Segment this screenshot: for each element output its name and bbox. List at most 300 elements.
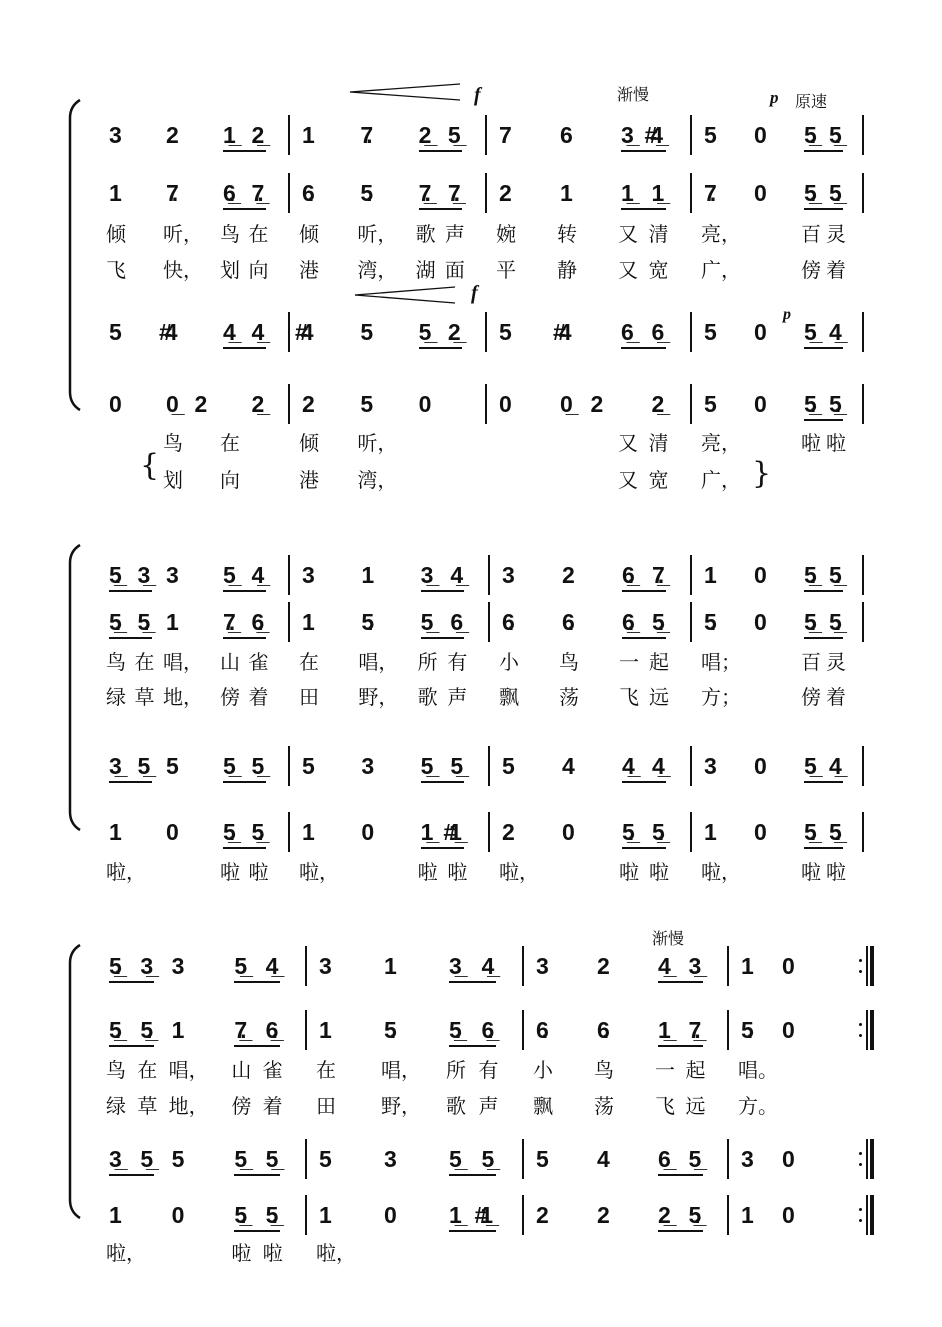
- note-5: 5: [109, 319, 115, 345]
- lyric-syllable: 歌: [446, 1094, 466, 1118]
- note-6: 6._: [223, 180, 234, 206]
- lyric-syllable: 鸟: [559, 650, 579, 674]
- lyric-syllable: 倾: [299, 222, 319, 246]
- note-1: 1: [109, 180, 115, 206]
- barline: [690, 173, 692, 213]
- note-7: 7._: [251, 180, 263, 206]
- barline: [862, 312, 864, 352]
- note-5: 5_: [418, 319, 431, 345]
- lyric-syllable: 啦: [447, 860, 468, 884]
- repeat-dot: [859, 1034, 862, 1037]
- note-5: 5: [499, 319, 505, 345]
- note-3: 3: [704, 753, 710, 779]
- barline: [288, 602, 290, 642]
- lyric-syllable: 转: [557, 222, 577, 246]
- lyric-syllable: 宽: [648, 258, 669, 282]
- eighth-underline: [109, 590, 152, 592]
- lyric-syllable: 着: [826, 685, 846, 709]
- lyric-syllable: 所: [417, 650, 438, 674]
- barline: [288, 312, 290, 352]
- note-4: #4: [159, 319, 171, 345]
- note-5: 5_: [804, 753, 816, 779]
- lyric-syllable: 鸟: [106, 650, 126, 674]
- barline: [727, 1139, 729, 1179]
- note-3: 3: [502, 562, 508, 588]
- note-6: 6._: [622, 609, 633, 635]
- eighth-underline: [449, 1174, 496, 1176]
- lyric-syllable: 啦: [826, 860, 846, 884]
- note-2: 2: [536, 1202, 542, 1228]
- lyric-syllable: 啦，: [316, 1241, 356, 1265]
- lyric-syllable: 雀: [262, 1058, 283, 1082]
- lyric-syllable: 向: [220, 468, 240, 492]
- note-0: 0: [499, 391, 505, 417]
- barline: [522, 1010, 524, 1050]
- eighth-underline: [658, 1174, 703, 1176]
- lyric-syllable: 啦: [801, 431, 821, 455]
- note-7: 7._: [234, 1017, 246, 1043]
- note-4: 4_: [450, 562, 462, 588]
- barline: [727, 1195, 729, 1235]
- lyric-syllable: 面: [444, 258, 465, 282]
- note-5: 5._: [804, 122, 815, 148]
- barline: [727, 946, 729, 986]
- note-0: 0: [171, 1202, 178, 1228]
- note-2: 2: [302, 391, 308, 417]
- note-2: 2: [590, 391, 597, 417]
- note-5: 5_: [449, 1146, 461, 1172]
- note-5: 5_: [140, 1146, 152, 1172]
- note-0: 0: [754, 562, 760, 588]
- note-5: 5._: [109, 1017, 120, 1043]
- note-0: 0: [166, 819, 172, 845]
- barline: [485, 115, 487, 155]
- note-6: 6_: [651, 319, 664, 345]
- note-2: 2_: [251, 391, 264, 417]
- note-5: 5._: [109, 609, 120, 635]
- forte-mark: f: [471, 282, 478, 304]
- note-2: 2: [597, 1202, 603, 1228]
- barline: [862, 812, 864, 852]
- lyric-syllable: 声: [444, 222, 465, 246]
- lyric-syllable: 所: [446, 1058, 466, 1082]
- lyric-syllable: 平: [496, 258, 516, 282]
- barline: [288, 173, 290, 213]
- note-4: #4_: [644, 122, 662, 148]
- eighth-underline: [109, 781, 152, 783]
- note-7: 7._: [447, 180, 459, 206]
- note-7: 7: [499, 122, 505, 148]
- note-6: 6_: [450, 609, 462, 635]
- eighth-underline: [419, 208, 462, 210]
- note-5: 5_: [137, 753, 150, 779]
- eighth-underline: [658, 981, 703, 983]
- note-2: 2: [499, 180, 505, 206]
- lyric-syllable: 田: [316, 1094, 336, 1118]
- note-0: 0: [754, 391, 760, 417]
- lyric-syllable: 傍: [231, 1094, 252, 1118]
- repeat-dot: [859, 1152, 862, 1155]
- note-1: 1: [741, 1202, 747, 1228]
- note-4: 4: [562, 753, 568, 779]
- note-2: 2_: [447, 319, 460, 345]
- note-3: 3: [319, 953, 325, 979]
- note-6: 6._: [251, 609, 263, 635]
- lyric-syllable: 啦，: [499, 860, 539, 884]
- eighth-underline: [804, 781, 843, 783]
- note-5: 5.: [360, 180, 366, 206]
- note-1: 1_: [449, 1202, 461, 1228]
- lyric-syllable: 听，: [163, 222, 203, 246]
- lyric-syllable: 亮，: [701, 222, 741, 246]
- barline: [690, 746, 692, 786]
- eighth-underline: [449, 1045, 496, 1047]
- eighth-underline: [234, 1230, 279, 1232]
- note-5: 5: [704, 122, 710, 148]
- note-1: 1_: [621, 180, 633, 206]
- lyric-syllable: 划: [220, 258, 240, 282]
- note-5: 5.: [384, 1017, 390, 1043]
- crescendo-hairpin: [350, 92, 460, 100]
- note-0: 0: [754, 180, 760, 206]
- note-6: 6.: [562, 609, 568, 635]
- note-5: 5._: [251, 819, 263, 845]
- barline: [862, 602, 864, 642]
- note-3: 3: [741, 1146, 747, 1172]
- barline: [862, 384, 864, 424]
- note-5: 5.: [704, 609, 710, 635]
- lyric-syllable: 啦: [649, 860, 669, 884]
- note-4: 4_: [251, 562, 264, 588]
- note-0: 0: [754, 819, 760, 845]
- eighth-underline: [234, 1174, 279, 1176]
- note-4: 4_: [265, 953, 278, 979]
- lyric-syllable: 傍: [220, 685, 240, 709]
- lyric-syllable: 亮，: [701, 431, 741, 455]
- lyric-syllable: 又: [618, 222, 638, 246]
- eighth-underline: [622, 847, 666, 849]
- lyric-syllable: 起: [685, 1058, 706, 1082]
- note-5: 5._: [804, 819, 815, 845]
- repeat-dot: [859, 1163, 862, 1166]
- eighth-underline: [223, 847, 266, 849]
- note-5: 5._: [265, 1202, 277, 1228]
- eighth-underline: [421, 781, 465, 783]
- lyric-syllable: 鸟: [220, 222, 240, 246]
- note-3: 3_: [109, 753, 121, 779]
- lyric-syllable: 歌: [417, 685, 438, 709]
- eighth-underline: [622, 781, 666, 783]
- eighth-underline: [621, 208, 666, 210]
- eighth-underline: [804, 150, 843, 152]
- lyric-syllable: 田: [299, 685, 319, 709]
- lyric-syllable: 啦，: [701, 860, 741, 884]
- barline: [690, 312, 692, 352]
- note-0: 0: [782, 1146, 788, 1172]
- note-0: 0: [109, 391, 115, 417]
- lyric-syllable: 啦: [417, 860, 438, 884]
- barline: [305, 946, 307, 986]
- lyric-syllable: 啦: [248, 860, 269, 884]
- note-1: 1_: [420, 819, 433, 845]
- note-3: 3: [384, 1146, 390, 1172]
- note-7: 7.: [166, 180, 172, 206]
- lyric-syllable: 山: [231, 1058, 252, 1082]
- barline: [522, 1139, 524, 1179]
- lyric-syllable: 一: [619, 650, 639, 674]
- note-6: 6.: [597, 1017, 603, 1043]
- note-1: #1_: [443, 819, 461, 845]
- note-5: 5._: [804, 562, 815, 588]
- note-1: 1: [109, 1202, 115, 1228]
- lyric-syllable: 港: [299, 468, 319, 492]
- note-0: 0: [754, 609, 760, 635]
- note-7: 7.: [704, 180, 710, 206]
- barline: [862, 173, 864, 213]
- eighth-underline: [622, 590, 666, 592]
- lyric-syllable: 倾: [299, 431, 319, 455]
- lyric-syllable: 远: [685, 1094, 706, 1118]
- note-0: 0_: [166, 391, 178, 417]
- eighth-underline: [622, 637, 666, 639]
- note-5: 5._: [140, 1017, 152, 1043]
- system-bracket: [70, 545, 80, 830]
- note-1: 1: [302, 609, 308, 635]
- lyric-syllable: 静: [557, 258, 577, 282]
- lyric-syllable: 方；: [701, 685, 741, 709]
- note-2: 2_: [251, 122, 264, 148]
- note-6: 6._: [622, 562, 633, 588]
- note-1: 1: [704, 819, 710, 845]
- lyric-syllable: 雀: [248, 650, 269, 674]
- note-5: 5_: [688, 1146, 701, 1172]
- lyric-syllable: 宽: [648, 468, 669, 492]
- note-7: 7._: [223, 609, 234, 635]
- barline: [305, 1195, 307, 1235]
- eighth-underline: [621, 347, 666, 349]
- eighth-underline: [804, 208, 843, 210]
- barline: [690, 384, 692, 424]
- note-4: 4_: [223, 319, 235, 345]
- note-5: 5._: [652, 609, 663, 635]
- note-4: 4_: [652, 753, 664, 779]
- lyric-syllable: 倾: [106, 222, 126, 246]
- note-1: #1_: [474, 1202, 492, 1228]
- note-1: 1: [319, 1017, 325, 1043]
- lyric-syllable: 港: [299, 258, 319, 282]
- lyric-syllable: 荡: [594, 1094, 614, 1118]
- eighth-underline: [234, 981, 279, 983]
- lyric-syllable: 婉: [496, 222, 516, 246]
- note-3: 3_: [109, 1146, 121, 1172]
- note-5: 5.: [741, 1017, 747, 1043]
- lyric-syllable: 湖: [415, 258, 436, 282]
- note-4: 4_: [481, 953, 494, 979]
- verse-brace-open: {: [140, 448, 160, 483]
- note-0: 0: [754, 753, 760, 779]
- barline: [727, 1010, 729, 1050]
- note-6: 6.: [502, 609, 508, 635]
- lyric-syllable: 着: [262, 1094, 283, 1118]
- note-1: 1: [302, 819, 308, 845]
- lyric-syllable: 在: [220, 431, 240, 455]
- note-2: 2_: [658, 1202, 670, 1228]
- eighth-underline: [223, 347, 266, 349]
- note-1: 1: [741, 953, 747, 979]
- note-5: 5._: [223, 819, 234, 845]
- lyric-syllable: 啦，: [299, 860, 339, 884]
- lyric-syllable: 荡: [559, 685, 579, 709]
- note-7: 7.: [360, 122, 366, 148]
- eighth-underline: [658, 1045, 703, 1047]
- lyric-syllable: 小: [499, 650, 519, 674]
- barline: [862, 746, 864, 786]
- lyric-syllable: 划: [163, 468, 183, 492]
- note-3: 3: [171, 953, 178, 979]
- eighth-underline: [421, 847, 465, 849]
- lyric-syllable: 鸟: [594, 1058, 614, 1082]
- lyric-syllable: 飘: [499, 685, 519, 709]
- lyric-syllable: 广，: [701, 258, 741, 282]
- barline: [862, 115, 864, 155]
- lyric-syllable: 有: [478, 1058, 499, 1082]
- note-3: 3_: [137, 562, 150, 588]
- note-5: 5_: [804, 319, 816, 345]
- barline-thick: [870, 1195, 874, 1235]
- lyric-syllable: 唱；: [701, 650, 741, 674]
- lyric-syllable: 百: [801, 650, 821, 674]
- eighth-underline: [223, 150, 266, 152]
- note-1: 1_: [651, 180, 664, 206]
- lyric-syllable: 歌: [415, 222, 436, 246]
- lyric-syllable: 啦: [826, 431, 846, 455]
- lyric-syllable: 声: [447, 685, 468, 709]
- eighth-underline: [449, 1230, 496, 1232]
- note-0: 0: [754, 319, 760, 345]
- note-5: 5: [360, 319, 367, 345]
- note-6: 6._: [481, 1017, 493, 1043]
- note-1: 1: [302, 122, 308, 148]
- lyric-syllable: 有: [447, 650, 468, 674]
- note-1: 1: [171, 1017, 178, 1043]
- lyric-syllable: 又: [618, 468, 638, 492]
- note-5: 5: [166, 753, 172, 779]
- eighth-underline: [804, 847, 843, 849]
- lyric-syllable: 地，: [163, 685, 203, 709]
- note-5: 5._: [137, 609, 149, 635]
- barline-thick: [870, 1010, 874, 1050]
- note-5: 5: [704, 391, 710, 417]
- note-5: 5._: [804, 609, 815, 635]
- note-5: 5: [302, 753, 308, 779]
- note-3: 3_: [140, 953, 152, 979]
- barline: [288, 384, 290, 424]
- lyric-syllable: 鸟: [163, 431, 183, 455]
- lyric-syllable: 方。: [738, 1094, 778, 1118]
- eighth-underline: [109, 637, 152, 639]
- barline: [690, 602, 692, 642]
- lyric-syllable: 小: [533, 1058, 553, 1082]
- lyric-syllable: 啦: [619, 860, 639, 884]
- lyric-syllable: 远: [649, 685, 669, 709]
- note-2: 2_: [418, 122, 431, 148]
- barline: [866, 1195, 868, 1235]
- lyric-syllable: 在: [316, 1058, 336, 1082]
- repeat-dot: [859, 1219, 862, 1222]
- note-6: 6_: [621, 319, 633, 345]
- note-5: 5._: [449, 1017, 460, 1043]
- lyric-syllable: 鸟: [106, 1058, 126, 1082]
- barline: [690, 115, 692, 155]
- lyric-syllable: 飞: [106, 258, 126, 282]
- lyric-syllable: 啦: [801, 860, 821, 884]
- ritardando-mark: 渐慢: [652, 929, 685, 948]
- note-0: 0_: [560, 391, 572, 417]
- note-5: 5._: [829, 122, 840, 148]
- note-1: 1: [109, 819, 115, 845]
- note-3: 3_: [688, 953, 701, 979]
- note-5: 5: [536, 1146, 542, 1172]
- lyric-syllable: 唱，: [163, 650, 203, 674]
- barline: [288, 115, 290, 155]
- barline: [866, 946, 868, 986]
- lyric-syllable: 唱，: [358, 650, 399, 674]
- lyric-syllable: 清: [648, 431, 669, 455]
- note-5: 5_: [450, 753, 462, 779]
- note-6: 6.: [536, 1017, 542, 1043]
- lyric-syllable: 飞: [655, 1094, 675, 1118]
- barline: [305, 1010, 307, 1050]
- note-1: 1: [319, 1202, 325, 1228]
- note-5: 5._: [829, 819, 840, 845]
- note-5: 5_: [447, 122, 460, 148]
- note-7: 7._: [688, 1017, 700, 1043]
- lyric-syllable: 飘: [533, 1094, 553, 1118]
- note-1: 1: [384, 953, 390, 979]
- note-6: 6.: [302, 180, 308, 206]
- repeat-dot: [859, 959, 862, 962]
- lyric-syllable: 起: [649, 650, 669, 674]
- lyric-syllable: 在: [134, 650, 155, 674]
- note-4: 4_: [829, 319, 841, 345]
- note-6: 6._: [265, 1017, 277, 1043]
- note-2: 2_: [651, 391, 664, 417]
- note-5: 5_: [420, 753, 433, 779]
- note-0: 0: [782, 1017, 788, 1043]
- system-bracket: [70, 945, 80, 1218]
- system-bracket: [70, 100, 80, 410]
- note-5: 5_: [223, 753, 235, 779]
- barline: [288, 812, 290, 852]
- barline: [488, 602, 490, 642]
- note-4: 4_: [829, 753, 841, 779]
- lyric-syllable: 在: [299, 650, 319, 674]
- note-7: 7._: [418, 180, 430, 206]
- barline: [522, 946, 524, 986]
- lyric-syllable: 湾，: [357, 258, 398, 282]
- note-3: 3: [166, 562, 172, 588]
- note-2: 2: [562, 562, 568, 588]
- eighth-underline: [804, 419, 843, 421]
- note-5: 5_: [234, 953, 246, 979]
- barline: [488, 555, 490, 595]
- eighth-underline: [109, 1174, 154, 1176]
- repeat-dot: [859, 1023, 862, 1026]
- lyric-syllable: 野，: [358, 685, 399, 709]
- lyric-syllable: 山: [220, 650, 240, 674]
- lyric-syllable: 着: [826, 258, 846, 282]
- note-1: 1: [166, 609, 172, 635]
